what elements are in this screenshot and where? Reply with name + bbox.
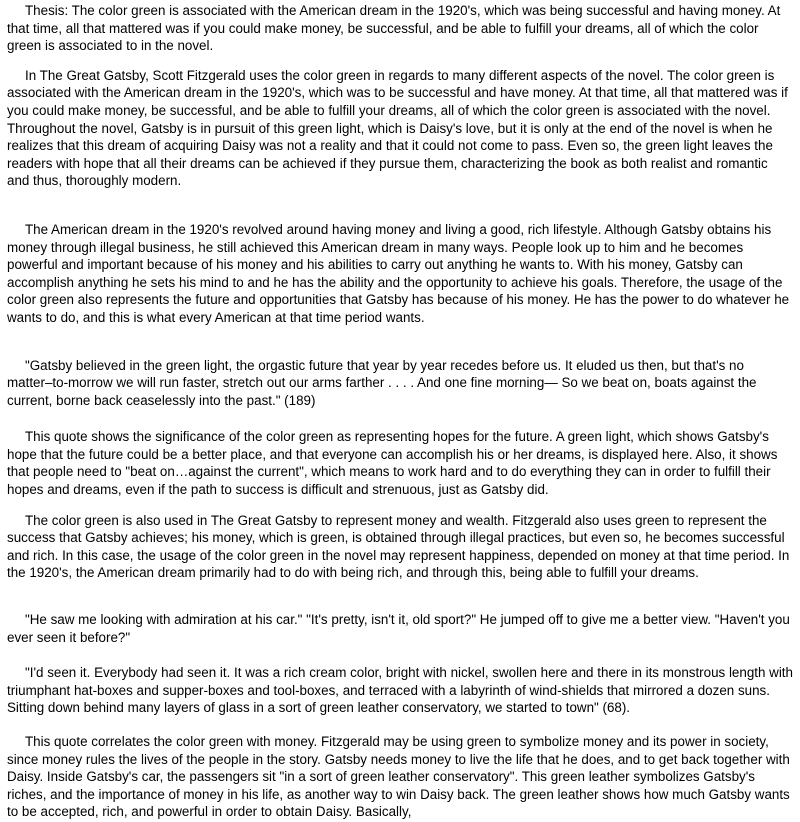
paragraph-intro: In The Great Gatsby, Scott Fitzgerald uses the color green in regards to many different aspects of the novel. The color green is associated with the American dream in the 1920's, which was to be successful and have money. At that time, all that mattered was if you could make money, be successful, and be able to fulfill your dreams, all of which the color green is associated with the novel. Throughout the novel, Gatsby is in pursuit of this green light, which is Daisy's love, but it is only at the end of the novel is when he realizes that this dream of acquiring Daisy was not a reality and that it could not come to pass. Even so, the green light leaves the readers with hope that all their dreams can be achieved if they pursue them, characterizing the book as both realist and romantic and thus, thoroughly modern.	[7, 67, 788, 189]
paragraph-quote-analysis-2: This quote correlates the color green with money. Fitzgerald may be using green to symbolize money and its power in society, since money rules the lives of the people in the story. Gatsby needs money to live the life that he does, and to get back together with Daisy. Inside Gatsby's car, the passengers sit "in a sort of green leather conservatory". This green leather symbolizes Gatsby's riches, and the importance of money in his life, as another way to win Daisy back. The green leather shows how much Gatsby wants to be accepted, rich, and powerful in order to obtain Daisy. Basically,	[7, 734, 790, 820]
paragraph-money-wealth: The color green is also used in The Great Gatsby to represent money and wealth. Fitzgerald also uses green to represent the success that Gatsby achieves; his money, which is green, is obtained through illegal practices, but even so, he becomes successful and rich. In this case, the usage of the color green in the novel may represent happiness, depended on money at that time period. In the 1920's, the American dream primarily had to do with being rich, and through this, being able to fulfill your dreams.	[7, 512, 790, 581]
paragraph-american-dream: The American dream in the 1920's revolved around having money and living a good, rich lifestyle. Although Gatsby obtains his money through illegal business, he still achieved this American dream in many ways. People look up to him and he becomes powerful and important because of his money and his abilities to carry out anything he wants to. With his money, Gatsby can accomplish anything he sets his mind to and he has the ability and the opportunity to achieve his goals. Therefore, the usage of the color green also represents the future and opportunities that Gatsby has because of his money. He has the power to do whatever he wants to do, and this is what every American at that time period wants.	[7, 221, 790, 325]
quote-green-light: "Gatsby believed in the green light, the orgastic future that year by year recedes before us. It eluded us then, but that's no matter–to-morrow we will run faster, stretch out our arms farther . . . . And one fine morning— So we beat on, boats against the current, borne back ceaselessly into the past." (189)	[7, 357, 757, 408]
quote-cream-color: "I'd seen it. Everybody had seen it. It was a rich cream color, bright with nickel, swollen here and there in its monstrous length with triumphant hat-boxes and supper-boxes and tool-boxes, and terraced with a labyrinth of wind-shields that mirrored a dozen suns. Sitting down behind many layers of glass in a sort of green leather conservatory, we started to town" (68).	[7, 665, 793, 716]
quote-car: "He saw me looking with admiration at his car." "It's pretty, isn't it, old sport?" He jumped off to give me a better view. "Haven't you ever seen it before?"	[7, 612, 790, 645]
paragraph-thesis: Thesis: The color green is associated with the American dream in the 1920's, which was being successful and having money. At that time, all that mattered was if you could make money, be successful, and be able to fulfill your dreams, all of which the color green is associated to in the novel.	[7, 3, 781, 54]
paragraph-quote-analysis-1: This quote shows the significance of the color green as representing hopes for the future. A green light, which shows Gatsby's hope that the future could be a better place, and that everyone can accomplish his or her dreams, is displayed here. Also, it shows that people need to "beat on…against the current", which means to work hard and to do everything they can in order to fulfill their hopes and dreams, even if the path to success is difficult and strenuous, just as Gatsby did.	[7, 429, 778, 498]
